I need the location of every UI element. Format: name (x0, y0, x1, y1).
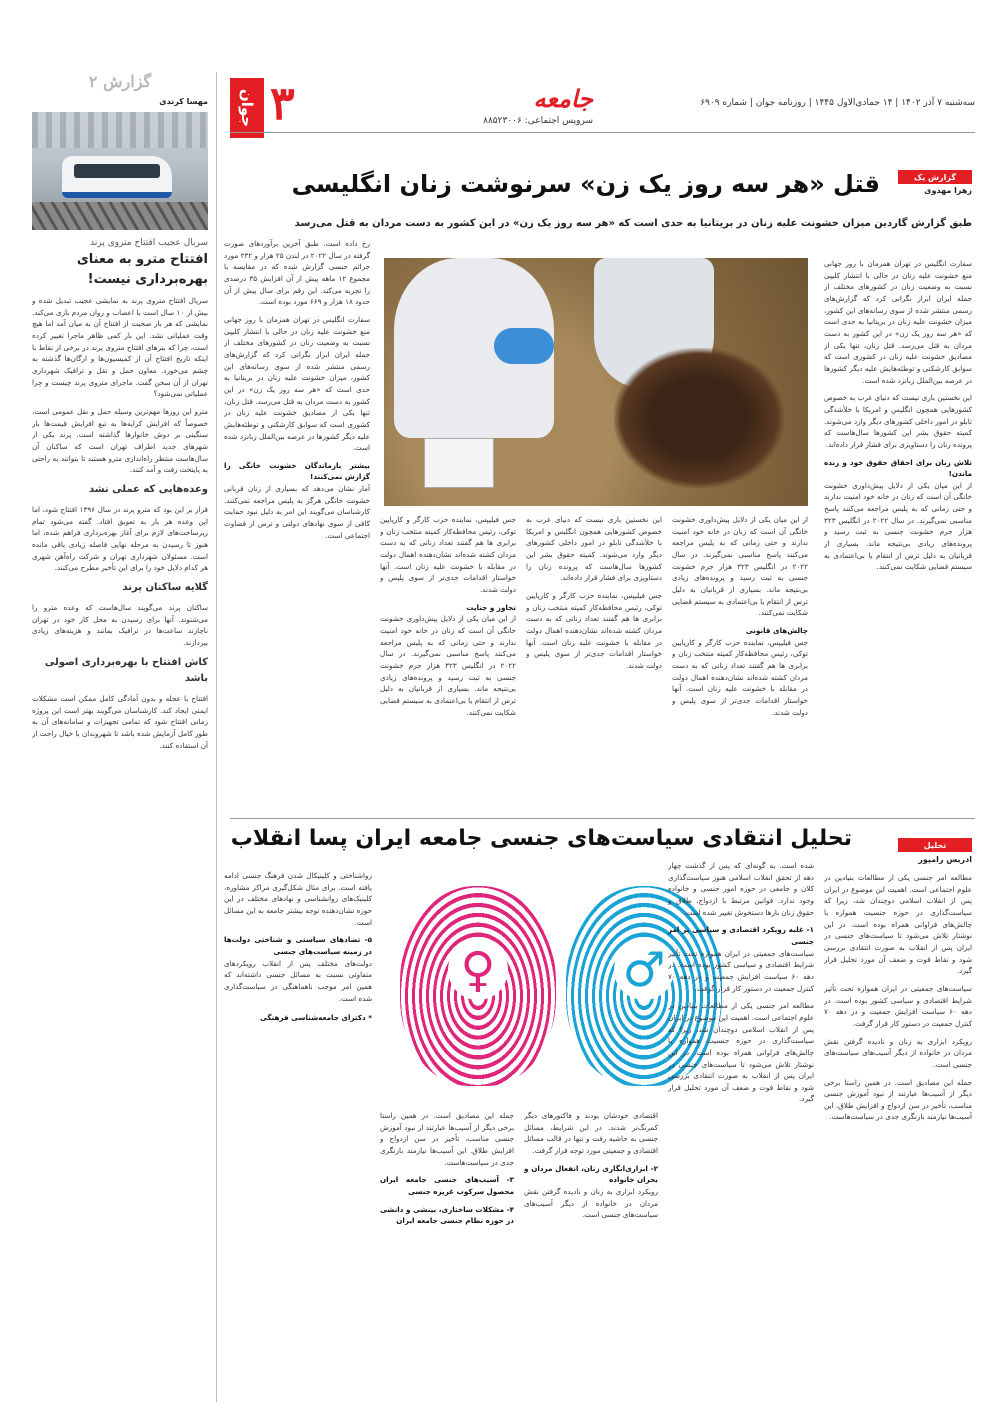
column-divider (216, 72, 217, 1402)
top-paragraph: سفارت انگلیس در تهران همزمان با روز جهانی منع خشونت علیه زنان در حالی با انتشار کلیپی نسبت به وضعیت زنان در کشورهای مختلف از جمله ایران ابراز نگرانی کرد که گزارش‌های رسمی منتشر شده از سوی رسانه‌های این کشور، میزان خشونت علیه زنان در بریتانیا به حدی است که «هر سه روز یک زن» در این کشور به دست مردان به قتل می‌رسد. قتل زنان، تنها یکی از مصادیق خشونت علیه زنان در کشوری است که سوابق کارشکنی و توطئه‌هایش علیه دیگر کشورها در عرصه بین‌الملل زبانزد شده است. (824, 259, 972, 385)
bottom-paragraph: سیاست‌های جمعیتی در ایران همواره تحت تأثیر شرایط اقتصادی و سیاسی کشور بوده است. در دهه ۶۰ سیاست افزایش جمعیت و در دهه ۷۰ کنترل جمعیت در دستور کار قرار گرفت. (824, 983, 972, 1028)
newspaper-logo: جوان (230, 78, 264, 138)
top-paragraph: از این میان یکی از دلایل پیش‌داوری خشونت خانگی آن است که زنان در خانه خود امنیت ندارند و حتی زمانی که به پلیس مراجعه می‌کنند پاسخ مناسبی نمی‌گیرند. در سال ۲۰۲۲ در انگلیس ۳۲۳ هزار جرم خشونت جنسی به ثبت رسید و پرونده‌های زیادی بی‌نتیجه ماند. بسیاری از قربانیان به دلیل ترس از انتقام یا بی‌اعتمادی به سیستم قضایی شکایت نمی‌کنند. (380, 614, 516, 717)
top-column-4 (380, 514, 516, 814)
bottom-paragraph: رویکرد ابزاری به زنان و نادیده گرفتن نقش مردان در خانواده از دیگر آسیب‌های سیاست‌های جنسی است. (524, 1186, 658, 1220)
female-symbol-icon: ♀ (448, 940, 508, 1000)
metro-train-photo (32, 112, 208, 230)
train-icon (62, 156, 172, 198)
bottom-paragraph: رواشناختی و کلینیکال شدن فرهنگ جنسی ادامه یافته است. برای مثال شکل‌گیری مراکز مشاوره، کلینیک‌های روانشناسی و نهادهای مختلف در این حوزه نشان‌دهنده توجه بیشتر جامعه به این مسائل است. (224, 871, 372, 927)
bottom-paragraph: جمله این مصادیق است. در همین راستا برخی دیگر از آسیب‌ها عبارتند از نبود آموزش جنسی مناسب، تأخیر در سن ازدواج و افزایش طلاق. این آسیب‌ها نیازمند بازنگری جدی در سیاست‌هاست. (380, 1111, 514, 1167)
bottom-column-5 (224, 870, 372, 1402)
section-divider (230, 818, 975, 819)
bottom-paragraph: جمله این مصادیق است. در همین راستا برخی دیگر از آسیب‌ها عبارتند از نبود آموزش جنسی مناسب، تأخیر در سن ازدواج و افزایش طلاق. این آسیب‌ها نیازمند بازنگری جدی در سیاست‌هاست. (824, 1077, 972, 1122)
left-title: افتتاح مترو به معنای بهره‌برداری نیست! (76, 252, 208, 287)
top-paragraph: جس فیلیپس، نماینده حزب کارگر و کارپایین توکی، رئیس محافظه‌کار کمیته منتخب زنان و برابری ها هم گفتند تعداد زنانی که به دست مردان کشته شده‌اند نشان‌دهنده اهمال دولت در مقابله با خشونت علیه زنان است. آنها خواستار اقدامات جدی‌تر از سوی پلیس و دولت شدند. (672, 637, 808, 717)
bottom-column-3 (524, 1110, 658, 1402)
masthead-rule (230, 132, 975, 133)
top-headline: قتل «هر سه روز یک زن» سرنوشت زنان انگلیسی (291, 170, 880, 198)
top-paragraph: از این میان یکی از دلایل پیش‌داوری خشونت خانگی آن است که زنان در خانه خود امنیت ندارند و حتی زمانی که به پلیس مراجعه می‌کنند پاسخ مناسبی نمی‌گیرند. در سال ۲۰۲۲ در انگلیس ۳۲۳ هزار جرم خشونت جنسی به ثبت رسید و پرونده‌های زیادی بی‌نتیجه ماند. بسیاری از قربانیان به دلیل ترس از انتقام یا بی‌اعتمادی به سیستم قضایی شکایت نمی‌کنند. (824, 480, 972, 572)
bottom-subhead: ۳- آسیب‌های جنسی جامعه ایران محصول سرکوب غریزه جنسی (380, 1175, 514, 1196)
top-column-1 (824, 258, 972, 813)
masthead (230, 72, 975, 162)
top-paragraph: سفارت انگلیس در تهران همزمان با روز جهانی منع خشونت علیه زنان در حالی با انتشار کلیپی نسبت به وضعیت زنان در کشورهای مختلف از جمله ایران ابراز نگرانی کرد که گزارش‌های رسمی منتشر شده از سوی رسانه‌های این کشور، میزان خشونت علیه زنان در بریتانیا به حدی است که «هر سه روز یک زن» در این کشور به دست مردان به قتل می‌رسد. قتل زنان، تنها یکی از مصادیق خشونت علیه زنان در کشوری است که سوابق کارشکنی و توطئه‌هایش علیه دیگر کشورها در عرصه بین‌الملل زبانزد شده است. (224, 314, 370, 453)
top-column-5 (224, 238, 370, 814)
bottom-subhead: ۵- تضادهای سیاستی و شناختی دولت‌ها در زمینه سیاست‌های جنسی (224, 935, 372, 956)
top-paragraph: این نخستین باری نیست که دنیای غرب به خصوص کشورهایی همچون انگلیس و امریکا با خلأ‌شدگی تابلو در امور داخلی کشورهای دیگر وارد می‌شوند. کمیته حقوق بشر این کشورها سال‌هاست که پرونده زنان را دستاویزی برای فشار قرار داده‌اند. (824, 393, 972, 449)
bottom-headline: تحلیل انتقادی سیاست‌های جنسی جامعه ایران پسا انقلاب (230, 826, 852, 851)
report-tag: گزارش یک (898, 170, 972, 184)
bottom-paragraph: شده است. به گونه‌ای که پس از گذشت چهار دهه از تحقق انقلاب اسلامی هنوز سیاست‌گذاری کلان و جامعی در حوزه امور جنسی و خانواده وجود ندارد. قوانین مرتبط با ازدواج، طلاق و حقوق زنان بارها دستخوش تغییر شده است. (668, 861, 814, 917)
issue-meta: سه‌شنبه ۷ آذر ۱۴۰۲ | ۱۴ جمادی‌الاول ۱۴۴۵ | روزنامه جوان | شماره ۶۹۰۹ (700, 98, 975, 108)
blue-glove (494, 328, 554, 364)
left-subhead: گلایه ساکنان پرند (122, 581, 208, 593)
left-paragraph: ساکنان پرند می‌گویند سال‌هاست که وعده مترو را می‌شنوند. آنها برای رسیدن به محل کار خود در تهران ناچارند ساعت‌ها در ترافیک بمانند و هزینه‌های زیادی بپردازند. (32, 603, 208, 648)
left-byline: مهسا کرندی (159, 97, 208, 106)
top-subhead: بیشتر بازماندگان خشونت خانگی را گزارش نمی‌کنند! (224, 460, 370, 482)
footnote: * دکترای جامعه‌شناسی فرهنگی (260, 1013, 372, 1023)
page-number: ۳ (270, 76, 295, 130)
left-paragraph: افتتاح با عجله و بدون آمادگی کامل ممکن است مشکلات ایمنی ایجاد کند. کارشناسان می‌گویند بهتر است این پروژه زمانی افتتاح شود که تمامی تجهیزات و سامانه‌های آن به طور کامل آزمایش شده باشد تا شهروندان با خیال راحت از آن استفاده کنند. (32, 694, 208, 750)
station-roof (32, 112, 208, 148)
top-subhead: تجاوز و جنایت (466, 602, 516, 612)
bottom-paragraph: مطالعه امر جنسی یکی از مطالعات بنیادین در علوم اجتماعی است. اهمیت این موضوع در ایران پس از انقلاب اسلامی دوچندان شد، زیرا که سیاست‌گذاری در حوزه جنسیت همواره با چالش‌های فراوانی همراه بوده است. در این نوشتار تلاش می‌شود تا سیاست‌های جنسی در ایران پس از انقلاب به صورت انتقادی بررسی شود و نقاط قوت و ضعف آن مورد تحلیل قرار گیرد. (824, 873, 972, 976)
analysis-author: ادریس رامپور (918, 855, 972, 864)
service-line: سرویس اجتماعی: ۸۸۵۲۳۰۰۶ (483, 116, 593, 126)
left-kicker: گزارش ۲ (88, 72, 152, 91)
bottom-column-2 (668, 860, 814, 1402)
top-paragraph: این نخستین باری نیست که دنیای غرب به خصوص کشورهایی همچون انگلیس و امریکا با خلأ‌شدگی تابلو در امور داخلی کشورهای دیگر وارد می‌شوند. کمیته حقوق بشر این کشورها سال‌هاست که پرونده زنان را دستاویزی برای فشار قرار داده‌اند. (526, 515, 662, 583)
bottom-paragraph: اقتصادی خودشان بودند و فاکتورهای دیگر کمرنگ‌تر شدند. در این شرایط، مسائل جنسی به حاشیه رفت و تنها در قالب مسائل اقتصادی و جمعیتی مورد توجه قرار گرفت. (524, 1111, 658, 1155)
left-paragraph: قرار بر این بود که مترو پرند در سال ۱۳۹۶ افتتاح شود، اما این وعده هر بار به تعویق افتاد. گفته می‌شود تمام زیرساخت‌های لازم برای آغاز بهره‌برداری فراهم شده، اما هنوز تا رسیدن به مرحله نهایی فاصله زیادی باقی مانده است. مسئولان شهرداری تهران و شرکت راه‌آهن شهری هر کدام دلایل خود را برای این تأخیر مطرح می‌کنند. (32, 505, 208, 573)
top-paragraph: آمار نشان می‌دهد که بسیاری از زنان قربانی خشونت خانگی هرگز به پلیس مراجعه نمی‌کنند. کارشناسان می‌گویند این امر به دلیل نبود حمایت کافی از سوی نهادهای دولتی و ترس از قضاوت اجتماعی است. (224, 484, 370, 540)
top-paragraph: از این میان یکی از دلایل پیش‌داوری خشونت خانگی آن است که زنان در خانه خود امنیت ندارند و حتی زمانی که به پلیس مراجعه می‌کنند پاسخ مناسبی نمی‌گیرند. در سال ۲۰۲۲ در انگلیس ۳۲۳ هزار جرم خشونت جنسی به ثبت رسید و پرونده‌های زیادی بی‌نتیجه ماند. بسیاری از قربانیان به دلیل ترس از انتقام یا بی‌اعتمادی به سیستم قضایی شکایت نمی‌کنند. (672, 515, 808, 618)
track (32, 202, 208, 230)
top-subhead: چالش‌های قانونی (745, 625, 808, 635)
top-column-2 (672, 514, 808, 814)
report-author: زهرا مهدوی (924, 186, 972, 195)
left-subhead: کاش افتتاح با بهره‌برداری اصولی باشد (44, 656, 208, 684)
bottom-column-1 (824, 872, 972, 1402)
section-title: جامعه (533, 84, 593, 113)
bottom-subhead: ۴- مشکلات ساختاری، بینشی و دانشی در حوزه نظام جنسی جامعه ایران (380, 1204, 514, 1226)
top-paragraph: جس فیلیپس، نماینده حزب کارگر و کارپایین توکی، رئیس محافظه‌کار کمیته منتخب زنان و برابری ها هم گفتند تعداد زنانی که به دست مردان کشته شده‌اند نشان‌دهنده اهمال دولت در مقابله با خشونت علیه زنان است. آنها خواستار اقدامات جدی‌تر از سوی پلیس و دولت شدند. (526, 590, 662, 670)
left-paragraph: مترو این روزها مهم‌ترین وسیله حمل و نقل عمومی است، خصوصاً که افزایش کرایه‌ها به تبع افزایش قیمت‌ها بار سنگینی بر دوش خانوارها گذاشته است. پرند یکی از شهرهای جدید اطراف تهران است که ساکنان آن سال‌هاست منتظر راه‌اندازی مترو هستند تا بتوانند به راحتی به پایتخت رفت و آمد کنند. (32, 406, 208, 475)
hair (614, 348, 784, 488)
bottom-subhead: ۲- ابزاری‌انگاری زنان، انفعال مردان و بحران خانواده (524, 1163, 658, 1185)
left-paragraph: سریال افتتاح متروی پرند به نمایشی عجیب تبدیل شده و بیش از ۱۰ سال است با اعصاب و روان مردم بازی می‌کند. نمایشی که هر بار صحبت از افتتاح آن به میان آمد اما هیچ وقت عملیاتی نشد. این بار کمی ظاهر ماجرا تغییر کرده است، چرا که بنرهای افتتاح متروی پرند در برخی از نقاط با اینکه تاریخ افتتاح آن از کمیسیون‌ها و ارگان‌ها گذشته به چشم می‌خورد. معاون حمل و نقل و ترافیک شهرداری تهران از آن سخن گفت. ماجرای متروی پرند چیست و چرا عملیاتی نمی‌شود؟ (32, 296, 208, 399)
bottom-paragraph: دولت‌های مختلف پس از انقلاب رویکردهای متفاوتی نسبت به مسائل جنسی داشته‌اند که همین امر موجب ناهماهنگی در سیاست‌گذاری شده است. (224, 958, 372, 1003)
left-column (32, 72, 208, 1365)
left-subhead: وعده‌هایی که عملی نشد (88, 483, 208, 495)
forensic-scene-photo (384, 258, 808, 506)
top-paragraph: جس فیلیپس، نماینده حزب کارگر و کارپایین توکی، رئیس محافظه‌کار کمیته منتخب زنان و برابری ها هم گفتند تعداد زنانی که به دست مردان کشته شده‌اند نشان‌دهنده اهمال دولت در مقابله با خشونت علیه زنان است. آنها خواستار اقدامات جدی‌تر از سوی پلیس و دولت شدند. (380, 515, 516, 594)
top-column-3 (526, 514, 662, 814)
top-subhead: تلاش زنان برای احقاق حقوق خود و زنده ماندن! (824, 457, 972, 479)
top-paragraph: رخ داده است. طبق آخرین برآوردهای صورت گرفته در سال ۲۰۲۲ در لندن ۲۵ هزار و ۲۳۲ مورد جرائم جنسی گزارش شده که در مقایسه با مجموع ۱۲ ماهه پیش از آن افزایش ۳۵ درصدی را تجربه می‌کند. این رقم برای سال پیش از آن حدود ۱۸ هزار و ۶۶۹ مورد بوده است. (224, 239, 370, 307)
bottom-subhead: ۱- غلبه رویکرد اقتصادی و سیاسی بر امر جنسی (668, 925, 814, 946)
left-overline: سریال عجیب افتتاح متروی پرند (90, 238, 208, 248)
top-lede: طبق گزارش گاردین میزان خشونت علیه زنان در بریتانیا به حدی است که «هر سه روز یک زن» در این کشور به دست مردان به قتل می‌رسد (294, 218, 972, 229)
bottom-paragraph: سیاست‌های جمعیتی در ایران همواره تحت تأثیر شرایط اقتصادی و سیاسی کشور بوده است. در دهه ۶۰ سیاست افزایش جمعیت و در دهه ۷۰ کنترل جمعیت در دستور کار قرار گرفت. (668, 948, 814, 993)
left-body (32, 295, 208, 1365)
bottom-paragraph: رویکرد ابزاری به زنان و نادیده گرفتن نقش مردان در خانواده از دیگر آسیب‌های سیاست‌های جنسی است. (824, 1036, 972, 1069)
evidence-bag (424, 438, 494, 488)
male-symbol-icon: ♂ (614, 940, 674, 1000)
bottom-column-4 (380, 1110, 514, 1402)
analysis-tag: تحلیل (898, 838, 972, 852)
bottom-paragraph: مطالعه امر جنسی یکی از مطالعات بنیادین در علوم اجتماعی است. اهمیت این موضوع در ایران پس از انقلاب اسلامی دوچندان شد، زیرا که سیاست‌گذاری در حوزه جنسیت همواره با چالش‌های فراوانی همراه بوده است. در این نوشتار تلاش می‌شود تا سیاست‌های جنسی در ایران پس از انقلاب به صورت انتقادی بررسی شود و نقاط قوت و ضعف آن مورد تحلیل قرار گیرد. (668, 1001, 814, 1104)
